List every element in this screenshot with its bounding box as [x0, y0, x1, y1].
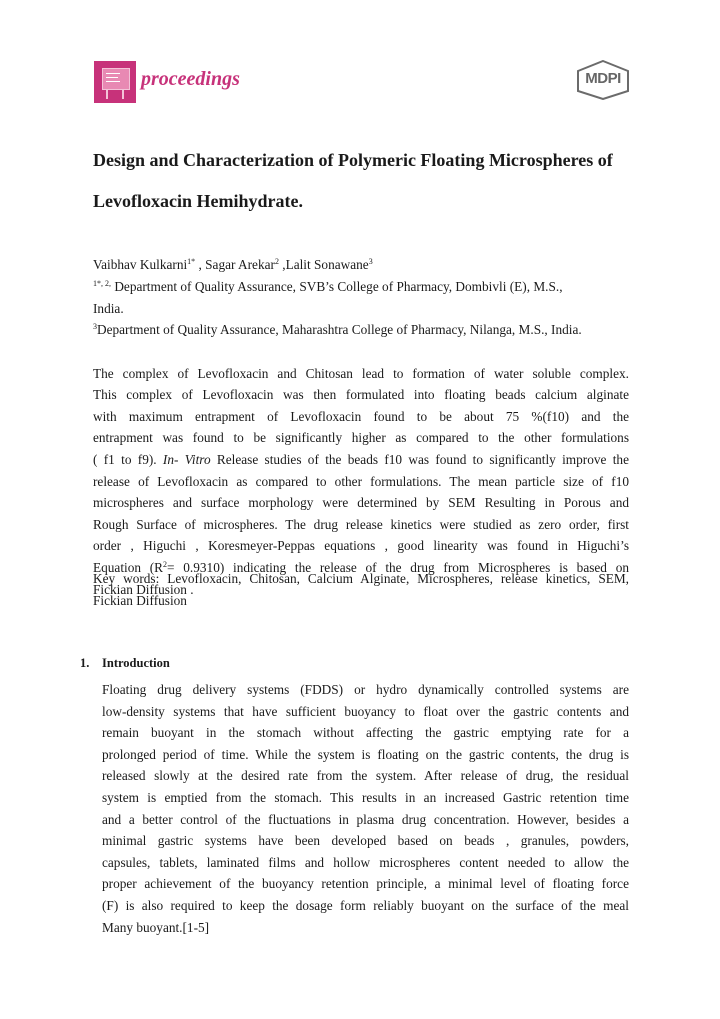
- abstract-line: microspheres and surface morphology were determined by SEM Resulting in Porous and: [93, 495, 629, 511]
- body-line: and a better control of the fluctuations in plasma drug concentration. However, besides a: [102, 811, 629, 827]
- abstract-line-part: Release studies of the beads f10 was found to significantly improve the: [210, 451, 629, 467]
- body-line: (F) is also required to keep the dosage form reliably buoyant on the surface of the meal: [102, 897, 629, 913]
- body-line: minimal gastric systems have been developed based on beads , granules, powders,: [102, 833, 629, 849]
- keywords-line: Fickian Diffusion: [93, 592, 187, 608]
- author-separator: ,: [195, 257, 206, 272]
- author-name: Lalit Sonawane: [285, 257, 369, 272]
- body-line: Floating drug delivery systems (FDDS) or hydro dynamically controlled systems are: [102, 682, 629, 697]
- author-separator: ,: [278, 257, 286, 272]
- abstract-line-part: Equation (R: [93, 559, 164, 575]
- abstract-line: Fickian Diffusion .: [93, 581, 194, 597]
- affiliation-text-continued: India.: [93, 300, 124, 316]
- body-line: remain buoyant in the stomach without affecting the gastric emptying rate for a: [102, 725, 629, 741]
- keywords-line: Key words: Levofloxacin, Chitosan, Calcium Alginate, Microspheres, release kinetics, SEM,: [93, 571, 629, 586]
- abstract-line-mixed: [93, 449, 629, 471]
- publisher-logo: [576, 60, 630, 100]
- abstract-line: This complex of Levofloxacin was then formulated into floating beads calcium alginate: [93, 387, 629, 403]
- author-affiliation-mark: 3: [368, 257, 373, 266]
- affiliation-1: [93, 276, 629, 319]
- journal-logo-icon: [94, 61, 136, 103]
- author-affiliation-mark: 1*: [187, 257, 196, 266]
- abstract-line: entrapment was found to be significantly higher as compared to the other formulations: [93, 430, 629, 446]
- abstract-line: The complex of Levofloxacin and Chitosan lead to formation of water soluble complex.: [93, 365, 629, 381]
- body-line: proper achievement of the buoyancy retention principle, a minimal level of floating force: [102, 876, 629, 892]
- author-affiliation-mark: 2: [274, 257, 279, 266]
- section-title: Introduction: [102, 656, 170, 670]
- author-list: [93, 254, 373, 276]
- author-name: Sagar Arekar: [205, 257, 275, 272]
- abstract-line: order , Higuchi , Koresmeyer-Peppas equations , good linearity was found in Higuchi’s: [93, 538, 629, 554]
- abstract-superscript: 2: [163, 559, 168, 569]
- journal-name: proceedings: [141, 68, 240, 90]
- title-line-1: Design and Characterization of Polymeric Floating Microspheres of: [93, 150, 613, 170]
- keywords: [93, 568, 629, 611]
- abstract-line-part: = 0.9310) indicating the release of the drug from Microspheres is based on: [167, 559, 629, 575]
- affiliation-text: Department of Quality Assurance, Maharashtra College of Pharmacy, Nilanga, M.S., India.: [97, 322, 582, 337]
- abstract: [93, 341, 629, 600]
- publisher-name: MDPI: [585, 70, 621, 87]
- affiliation-2: [93, 319, 633, 341]
- body-line: prolonged period of time. While the system is floating on the gastric contents, the drug is: [102, 746, 629, 762]
- abstract-line: release of Levofloxacin as compared to other formulations. The mean particle size of f10: [93, 473, 629, 489]
- affiliation-mark: 1*, 2,: [93, 279, 111, 288]
- author-name: Vaibhav Kulkarni: [93, 257, 188, 272]
- body-line: system is emptied from the stomach. This results in an increased Gastric retention time: [102, 789, 629, 805]
- body-line: released slowly at the desired rate from the system. After release of drug, the residual: [102, 768, 629, 784]
- body-line: capsules, tablets, laminated films and hollow microspheres content needed to allow the: [102, 854, 629, 870]
- affiliation-mark: 3: [93, 322, 97, 331]
- title-line-2: Levofloxacin Hemihydrate.: [93, 191, 303, 211]
- abstract-italic-term: In- Vitro: [162, 451, 211, 467]
- introduction-paragraph: [102, 679, 629, 938]
- section-heading: [80, 656, 170, 671]
- abstract-line-part: ( f1 to f9).: [93, 451, 163, 467]
- section-number: 1.: [80, 656, 90, 670]
- abstract-line: with maximum entrapment of Levofloxacin found to be about 75 %(f10) and the: [93, 408, 629, 424]
- abstract-line: Rough Surface of microspheres. The drug release kinetics were studied as zero order, first: [93, 516, 629, 532]
- affiliation-text: Department of Quality Assurance, SVB’s College of Pharmacy, Dombivli (E), M.S.,: [111, 279, 563, 294]
- body-line: Many buoyant.[1-5]: [102, 919, 210, 935]
- body-line: low-density systems that have sufficient buoyancy to float over the gastric contents and: [102, 703, 629, 719]
- paper-title: [93, 140, 633, 222]
